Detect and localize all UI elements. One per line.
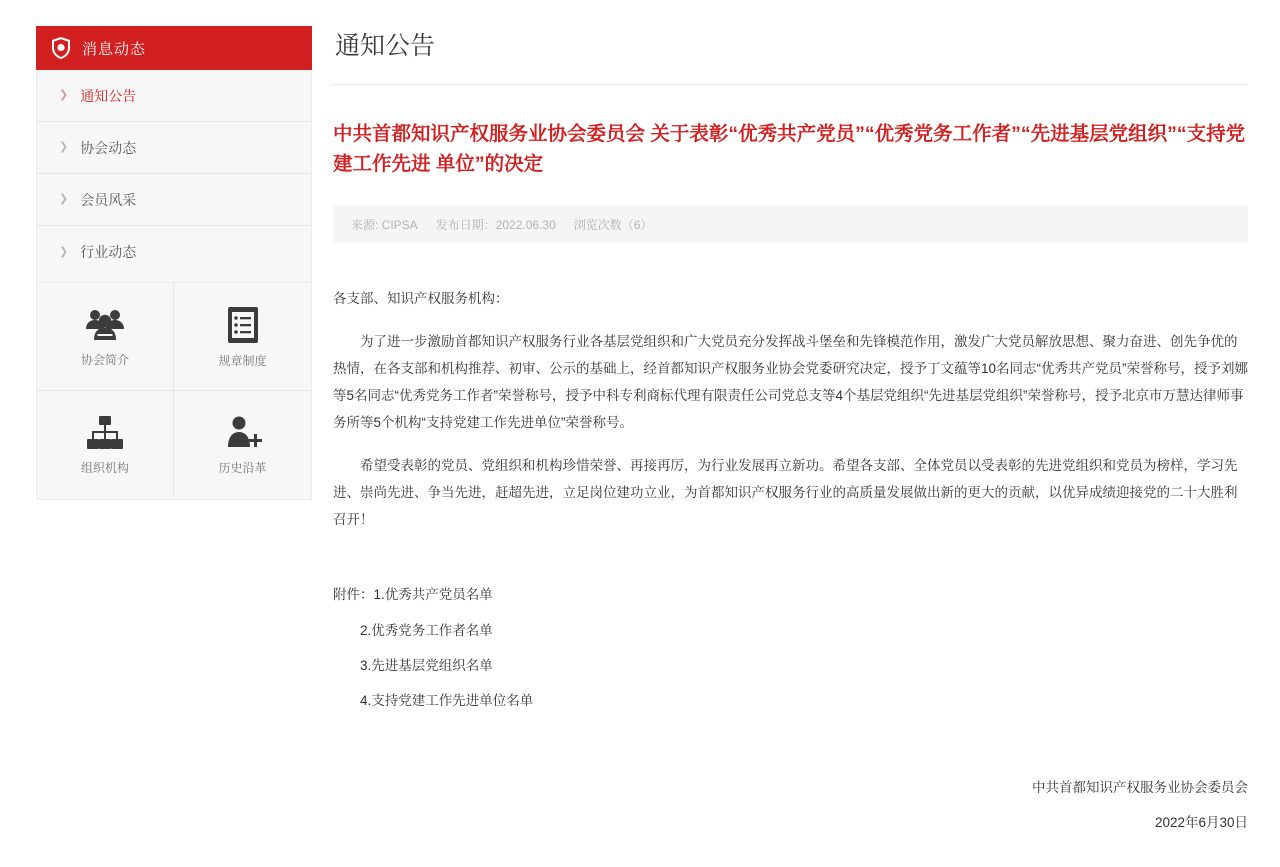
article-attachments xyxy=(333,577,1248,717)
article-signature-block xyxy=(333,770,1248,840)
org-chart-icon xyxy=(85,414,125,452)
tile-association-intro[interactable] xyxy=(37,283,174,391)
article-title: 中共首都知识产权服务业协会委员会 关于表彰“优秀共产党员”“优秀党务工作者”“先进基层党组织”“支持党建工作先进 单位”的决定 xyxy=(333,123,1246,176)
article-paragraph: 各支部、知识产权服务机构： xyxy=(333,291,509,307)
article-source: 来源: CIPSA xyxy=(351,217,418,232)
chevron-right-icon: ❯ xyxy=(59,141,69,153)
person-plus-icon xyxy=(223,414,263,452)
sidebar-item-label: 会员风采 xyxy=(80,191,137,208)
people-group-icon xyxy=(84,306,126,344)
attachment-item[interactable]: 4.支持党建工作先进单位名单 xyxy=(360,692,534,708)
sidebar-item-label: 行业动态 xyxy=(80,244,137,260)
sidebar-item-member-showcase[interactable] xyxy=(37,174,311,226)
document-list-icon xyxy=(225,305,261,345)
attachment-item[interactable]: 2.优秀党务工作者名单 xyxy=(360,622,493,638)
article-body xyxy=(333,285,1248,533)
main-content xyxy=(333,26,1248,840)
page-title: 通知公告 xyxy=(333,26,1248,85)
tile-organization[interactable] xyxy=(37,391,174,499)
sidebar-item-notices[interactable] xyxy=(37,70,311,122)
sidebar-header-title: 消息动态 xyxy=(82,40,147,58)
chevron-right-icon: ❯ xyxy=(59,193,69,205)
sidebar-item-association-news[interactable] xyxy=(37,122,311,174)
tile-label: 协会简介 xyxy=(80,352,129,367)
sidebar-header xyxy=(36,26,312,70)
sidebar-quick-tiles xyxy=(36,283,312,500)
sidebar-item-label: 协会动态 xyxy=(80,139,137,156)
tile-label: 组织机构 xyxy=(80,461,129,475)
article-paragraph: 希望受表彰的党员、党组织和机构珍惜荣誉、再接再厉，为行业发展再立新功。希望各支部、全体党员以受表彰的先进党组织和党员为榜样，学习先进、崇尚先进、争当先进，赶超先进，立足岗位建功立业，为首都知识产权服务行业的高质量发展做出新的更大的贡献，以优异成绩迎接党的二十大胜利召开！ xyxy=(333,458,1238,528)
sidebar-item-industry-news[interactable] xyxy=(37,226,311,278)
chevron-right-icon: ❯ xyxy=(59,245,69,258)
tile-regulations[interactable] xyxy=(174,283,311,391)
chevron-right-icon: ❯ xyxy=(59,89,69,101)
article-view-count: 浏览次数（6） xyxy=(573,217,653,232)
attachment-item[interactable]: 附件：1.优秀共产党员名单 xyxy=(333,587,493,603)
signature-organization: 中共首都知识产权服务业协会委员会 xyxy=(1032,779,1248,795)
attachment-item[interactable]: 3.先进基层党组织名单 xyxy=(360,657,493,673)
signature-date: 2022年6月30日 xyxy=(1154,814,1248,830)
sidebar-item-label: 通知公告 xyxy=(80,87,137,104)
shield-badge-icon xyxy=(50,36,72,60)
article-publish-date: 发布日期：2022.06.30 xyxy=(435,217,556,232)
article-paragraph: 为了进一步激励首都知识产权服务行业各基层党组织和广大党员充分发挥战斗堡垒和先锋模范作用，激发广大党员解放思想、聚力奋进、创先争优的热情，在各支部和机构推荐、初审、公示的基础上，经首都知识产权服务业协会党委研究决定，授予丁文蕴等10名同志“优秀共产党员”荣誉称号，授予刘娜等5名同志“优秀党务工作者”荣誉称号，授予中科专利商标代理有限责任公司党总支等4个基层党组织“先进基层党组织”荣誉称号，授予北京市万慧达律师事务所等5个机构“支持党建工作先进单位”荣誉称号。 xyxy=(333,334,1249,431)
tile-label: 历史沿革 xyxy=(218,461,267,475)
tile-label: 规章制度 xyxy=(218,353,267,368)
tile-history[interactable] xyxy=(174,391,311,499)
sidebar-nav xyxy=(36,70,312,283)
article-meta-bar xyxy=(333,205,1248,243)
sidebar xyxy=(36,26,312,500)
